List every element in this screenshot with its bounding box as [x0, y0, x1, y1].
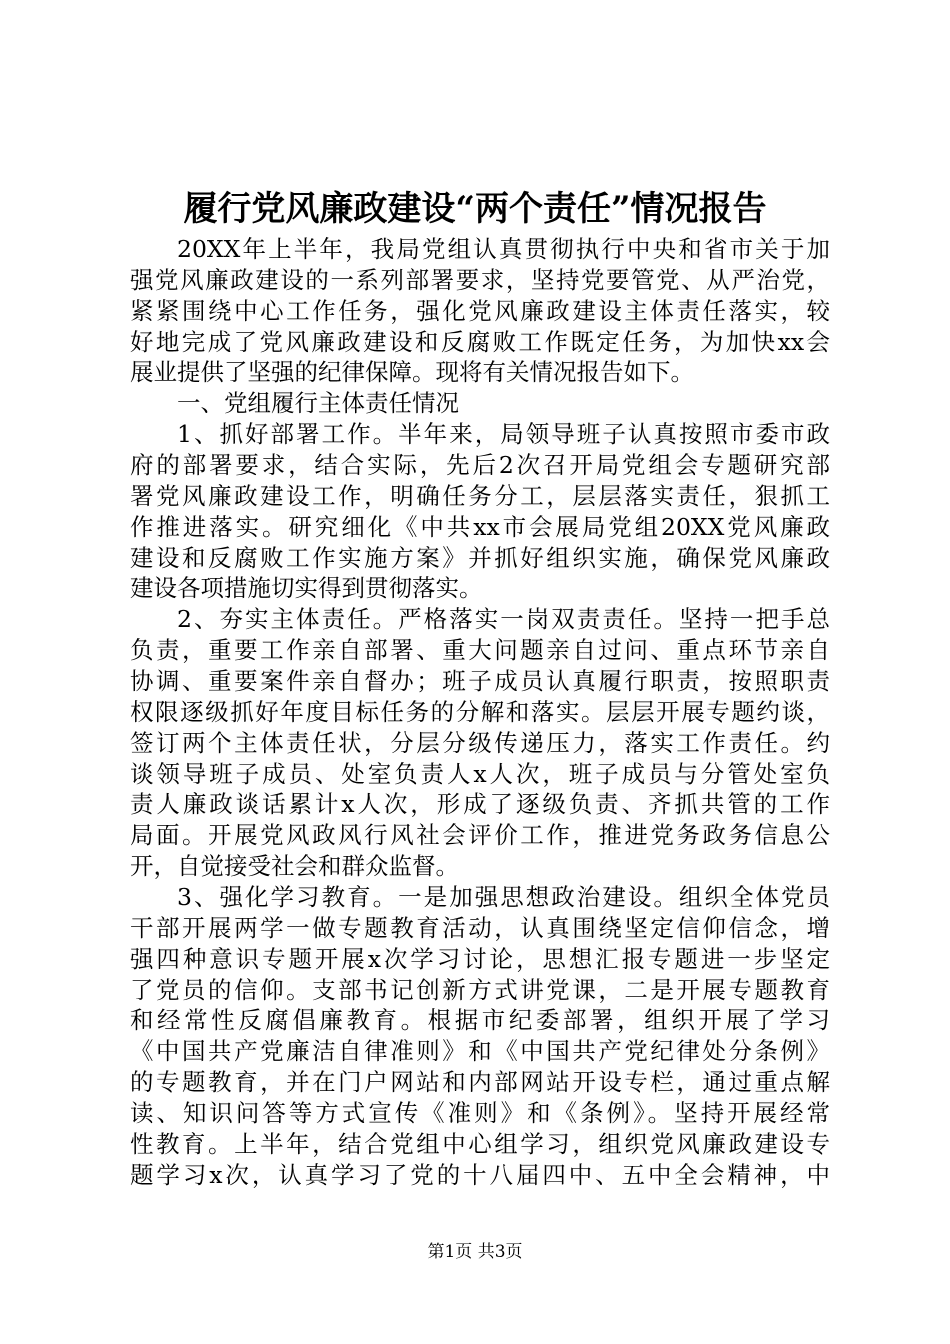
body-line: 作推进落实。研究细化《中共xx市会展局党组20XX党风廉政 [130, 512, 830, 541]
body-line: 1、抓好部署工作。半年来，局领导班子认真按照市委市政 [177, 420, 830, 449]
body-line: 3、强化学习教育。一是加强思想政治建设。组织全体党员 [177, 883, 830, 912]
body-line: 紧紧围绕中心工作任务，强化党风廉政建设主体责任落实，较 [130, 296, 830, 325]
body-line: 局面。开展党风政风行风社会评价工作，推进党务政务信息公 [130, 821, 830, 850]
body-line: 强党风廉政建设的一系列部署要求，坚持党要管党、从严治党， [130, 265, 830, 294]
body-line: 权限逐级抓好年度目标任务的分解和落实。层层开展专题约谈， [130, 697, 830, 726]
page-footer: 第1页 共3页 [427, 1242, 523, 1262]
body-line: 《中国共产党廉洁自律准则》和《中国共产党纪律处分条例》 [130, 1037, 830, 1066]
body-line: 好地完成了党风廉政建设和反腐败工作既定任务，为加快xx会 [130, 327, 830, 356]
document-title: 履行党风廉政建设“两个责任”情况报告 [183, 189, 767, 229]
body-line: 和经常性反腐倡廉教育。根据市纪委部署，组织开展了学习 [130, 1006, 830, 1035]
body-line: 20XX年上半年，我局党组认真贯彻执行中央和省市关于加 [177, 235, 830, 263]
document-body [130, 234, 830, 1191]
body-line: 协调、重要案件亲自督办；班子成员认真履行职责，按照职责 [130, 667, 830, 696]
body-line: 署党风廉政建设工作，明确任务分工，层层落实责任，狠抓工 [130, 481, 830, 510]
body-line: 责人廉政谈话累计x人次，形成了逐级负责、齐抓共管的工作 [130, 790, 830, 819]
body-line: 负责，重要工作亲自部署、重大问题亲自过问、重点环节亲自 [130, 636, 830, 665]
body-line: 性教育。上半年，结合党组中心组学习，组织党风廉政建设专 [130, 1129, 830, 1158]
body-line: 题学习x次，认真学习了党的十八届四中、五中全会精神，中 [130, 1160, 830, 1189]
body-line: 府的部署要求，结合实际，先后2次召开局党组会专题研究部 [130, 451, 830, 480]
body-line: 干部开展两学一做专题教育活动，认真围绕坚定信仰信念，增 [130, 913, 830, 942]
body-line: 了党员的信仰。支部书记创新方式讲党课，二是开展专题教育 [130, 975, 830, 1004]
body-line: 建设和反腐败工作实施方案》并抓好组织实施，确保党风廉政 [130, 543, 830, 572]
body-line: 签订两个主体责任状，分层分级传递压力，落实工作责任。约 [130, 728, 830, 757]
body-line: 开，自觉接受社会和群众监督。 [130, 852, 459, 881]
body-line: 展业提供了坚强的纪律保障。现将有关情况报告如下。 [130, 358, 694, 387]
body-line: 的专题教育，并在门户网站和内部网站开设专栏，通过重点解 [130, 1068, 830, 1097]
body-line: 建设各项措施切实得到贯彻落实。 [130, 574, 483, 603]
body-line: 一、党组履行主体责任情况 [177, 389, 459, 418]
body-line: 2、夯实主体责任。严格落实一岗双责责任。坚持一把手总 [177, 605, 830, 634]
body-line: 谈领导班子成员、处室负责人x人次，班子成员与分管处室负 [130, 759, 830, 788]
body-line: 强四种意识专题开展x次学习讨论，思想汇报专题进一步坚定 [130, 944, 830, 973]
body-line: 读、知识问答等方式宣传《准则》和《条例》。坚持开展经常 [130, 1099, 830, 1128]
